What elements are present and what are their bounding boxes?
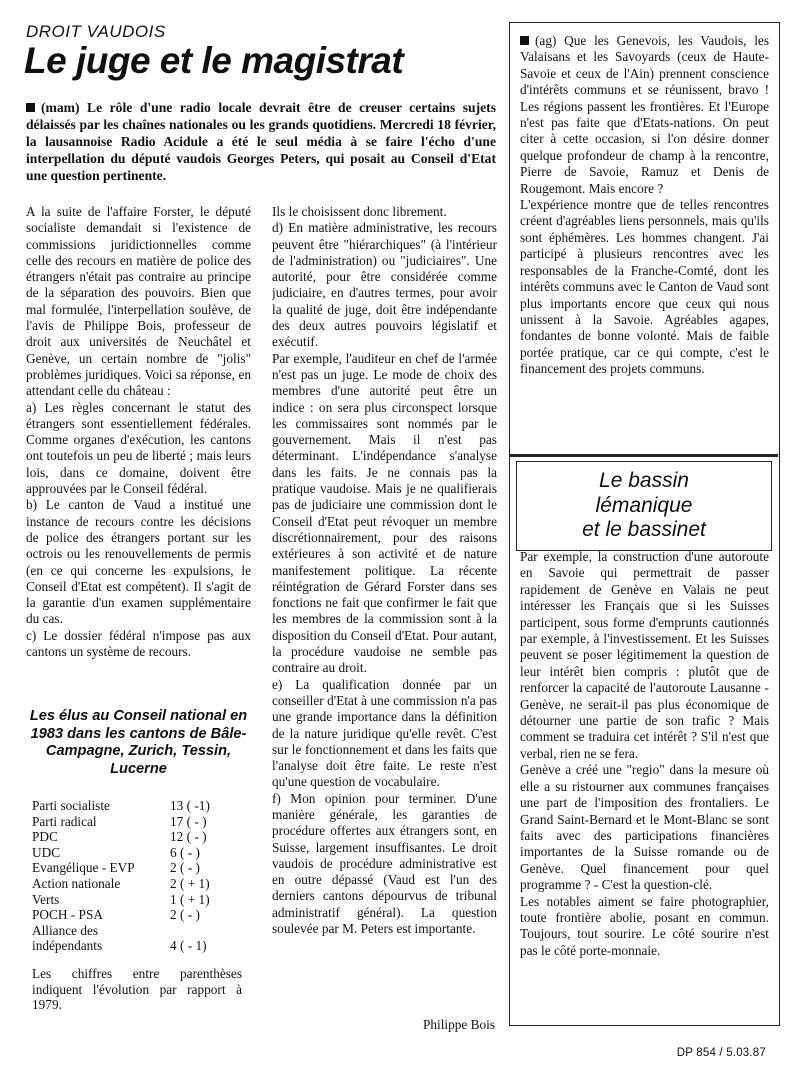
party-seats: 6 ( - ) <box>170 844 200 860</box>
party-name: Parti socialiste <box>32 798 110 813</box>
party-seats: 2 ( + 1) <box>170 875 210 891</box>
elus-note: Les chiffres entre parenthèses indiquent l'évolution par rapport à 1979. <box>32 966 242 1013</box>
author-signature: Philippe Bois <box>422 1017 495 1032</box>
table-row <box>32 923 242 939</box>
paragraph: Ils le choisissent donc librement. <box>272 204 447 219</box>
party-seats: 1 ( + 1) <box>170 891 210 907</box>
table-row <box>32 938 242 954</box>
paragraph: A la suite de l'affaire Forster, le député socialiste demandait si l'existence de commissions juridictionnelles comme celle des recours en matière de police des étrangers n'était pas contraire au principe de la séparation des pouvoirs. Bien que mal formulée, l'interpellation soulève, de l'avis de Philippe Bois, professeur de droit aux universités de Neuchâtel et Genève, un certain nombre de "jolis" problèmes juridiques. Voici sa réponse, en attendant celle du château : <box>26 204 251 399</box>
sidebar-top-text <box>520 33 769 378</box>
party-seats: 2 ( - ) <box>170 860 200 876</box>
paragraph: c) Le dossier fédéral n'impose pas aux cantons un système de recours. <box>26 627 251 660</box>
paragraph: d) En matière administrative, les recours peuvent être "hiérarchiques" (à l'intérieur de l'administration) ou "judiciaires". Une autorité, pour être considérée comme judiciaire, en d'autres termes, pour avoir la qualité de juge, doit être indépendante des deux autres pouvoirs législatif et exécutif. <box>272 220 497 350</box>
party-seats: 2 ( - ) <box>170 907 200 923</box>
headline: Le juge et le magistrat <box>24 40 404 81</box>
article-column-1 <box>26 204 251 698</box>
table-row <box>32 907 242 923</box>
paragraph: a) Les règles concernant le statut des étrangers sont essentiellement fédérales. Comme organes d'exécution, les cantons ont toutefois un peu de liberté ; mais leurs lois, dans ce domaine, doivent être approuvées par le Conseil fédéral. <box>26 399 251 497</box>
paragraph: L'expérience montre que de telles rencontres créent d'agréables liens personnels, mais qu'ils sont éphémères. Les hommes changent. J'ai participé à plusieurs rencontres avec les responsables de la Franche-Comté, dont les intérêts communs avec le Canton de Vaud sont plus importants encore que ceux qui nous unissent à la Savoie. Agréables agapes, fondantes de bonne volonté. Mais de faible portée pratique, car ce qui compte, c'est le financement des projets communs. <box>520 197 769 377</box>
paragraph: b) Le canton de Vaud a institué une instance de recours contre les décisions de police des étrangers portant sur les octrois ou les renouvellements de permis (en ce qui concerne les expulsions, le Conseil d'Etat est compétent). Il s'agit de la garantie d'un examen supplémentaire du cas. <box>26 497 251 627</box>
paragraph: f) Mon opinion pour terminer. D'une manière générale, les garanties de procédure offertes aux étrangers sont, en Suisse, largement insuffisantes. Le droit vaudois de procédure administrative est en outre dépassé (Vaud est l'un des derniers cantons dépourvus de tribunal administratif général). La question soulevée par M. Peters est importante. <box>272 790 497 937</box>
sidebar-title <box>517 462 771 543</box>
sidebar-title-line: Le bassin <box>599 469 689 492</box>
party-name: Verts <box>32 891 60 907</box>
elus-table <box>32 798 242 954</box>
party-name: POCH - PSA <box>32 907 103 923</box>
table-row <box>32 876 242 892</box>
table-row <box>32 892 242 908</box>
paragraph <box>520 33 769 197</box>
table-row <box>32 860 242 876</box>
sidebar-column <box>509 22 780 1026</box>
paragraph: Par exemple, l'auditeur en chef de l'armée n'est pas un juge. Le mode de choix des membres d'une autorité peut être un indice : on sera plus circonspect lorsque les commissaires sont nommés par le gouvernement. Mais il n'est pas déterminant. L'indépendance s'analyse dans les faits. Je ne connais pas la pratique vaudoise. Mais je ne qualifierais pas de judiciaire une commission dont le Conseil d'Etat peut révoquer un membre discrétionnairement, pour des raisons extérieures à son activité et de nature manifestement politique. La récente réintégration de Gérard Forster dans ses fonctions ne fait que confirmer le fait que les membres de la commission sont à la disposition du Conseil d'Etat. Pour autant, la procédure vaudoise ne semble pas contraire au droit. <box>272 350 497 676</box>
kicker: DROIT VAUDOIS <box>26 22 166 41</box>
sidebar-title-box <box>516 461 772 551</box>
party-name: Alliance des <box>32 922 99 938</box>
party-name: Evangélique - EVP <box>32 860 135 876</box>
page-footer: DP 854 / 5.03.87 <box>676 1047 766 1059</box>
bullet-square-icon <box>520 36 529 45</box>
paragraph: Par exemple, la construction d'une autoroute en Savoie qui permettrait de passer rapidement de Genève en Valais ne peut intéresser les Français que si les Suisses participent, sous forme d'emprunts cautionnés par exemple, à l'investissement. Et les Suisses peuvent se poser légitimement la question de leur intérêt bien compris : plutôt que de renforcer la capacité de l'autoroute Lausanne - Genève, ne serait-il pas plus économique de détourner une partie de son trafic ? Mais comment se traduira cet intérêt ? S'il n'est que verbal, rien ne se fera. <box>520 549 769 761</box>
party-name: Action nationale <box>32 875 121 891</box>
paragraph: e) La qualification donnée par un conseiller d'Etat à une commission n'a pas une grande importance dans la définition de la nature juridique qu'elle revêt. C'est sur le fonctionnement et dans les faits que l'analyse doit être faite. Le reste n'est qu'une question de vocabulaire. <box>272 676 497 790</box>
sidebar-bottom-text <box>520 549 769 959</box>
table-row <box>32 814 242 830</box>
bullet-square-icon <box>26 103 35 112</box>
party-name: PDC <box>32 829 58 845</box>
party-seats: 12 ( - ) <box>170 829 207 845</box>
party-seats: 4 ( - 1) <box>170 938 207 954</box>
paragraph: Genève a créé une "regio" dans la mesure où elle a su ristourner aux communes françaises une part de l'imposition des frontaliers. Le Grand Saint-Bernard et le Mont-Blanc se sont faits avec des participations financières importantes de la Suisse romande ou de Genève. Quel financement pour quel programme ? - C'est la question-clé. <box>520 762 769 893</box>
divider <box>510 454 778 457</box>
article-column-2 <box>272 204 497 1014</box>
sidebar-title-line: et le bassinet <box>582 518 706 541</box>
party-seats: 13 ( -1) <box>170 798 210 813</box>
table-row <box>32 845 242 861</box>
elus-title: Les élus au Conseil national en 1983 dans les cantons de Bâle-Campagne, Zurich, Tessin, Lucerne <box>29 708 248 777</box>
lead-text: (mam) Le rôle d'une radio locale devrait être de creuser certains sujets délaissés par les chaînes nationales ou les grands quotidiens. Mercredi 18 février, la lausannoise Radio Acidule a été le seul média à se faire l'écho d'une interpellation du député vaudois Georges Peters, qui posait au Conseil d'Etat une question pertinente. <box>26 100 496 184</box>
party-seats: 17 ( - ) <box>170 813 207 829</box>
party-name: indépendants <box>32 938 103 954</box>
table-row <box>32 798 242 814</box>
lead-paragraph <box>26 99 496 184</box>
party-name: Parti radical <box>32 813 97 829</box>
paragraph-text: (ag) Que les Genevois, les Vaudois, les Valaisans et les Savoyards (ceux de Haute-Savoie et ceux de l'Ain) prennent conscience d'intérêts communs et se réunissent, bravo ! Les régions passent les frontières. Et l'Europe n'est pas faite que d'Etats-nations. On peut citer à cette occasion, si l'on désire donner quelque profondeur de champ à la rencontre, Pierre de Savoie, Ramuz et Denis de Rougemont. Mais encore ? <box>520 33 769 196</box>
paragraph: Les notables aiment se faire photographier, toute frontière abolie, posant en commun. Toujours, tout sourire. Le côté sourire n'est pas le côté porte-monnaie. <box>520 893 769 958</box>
sidebar-title-line: lémanique <box>595 493 693 517</box>
table-row <box>32 829 242 845</box>
elus-infobox <box>26 701 251 1023</box>
party-name: UDC <box>32 844 61 860</box>
